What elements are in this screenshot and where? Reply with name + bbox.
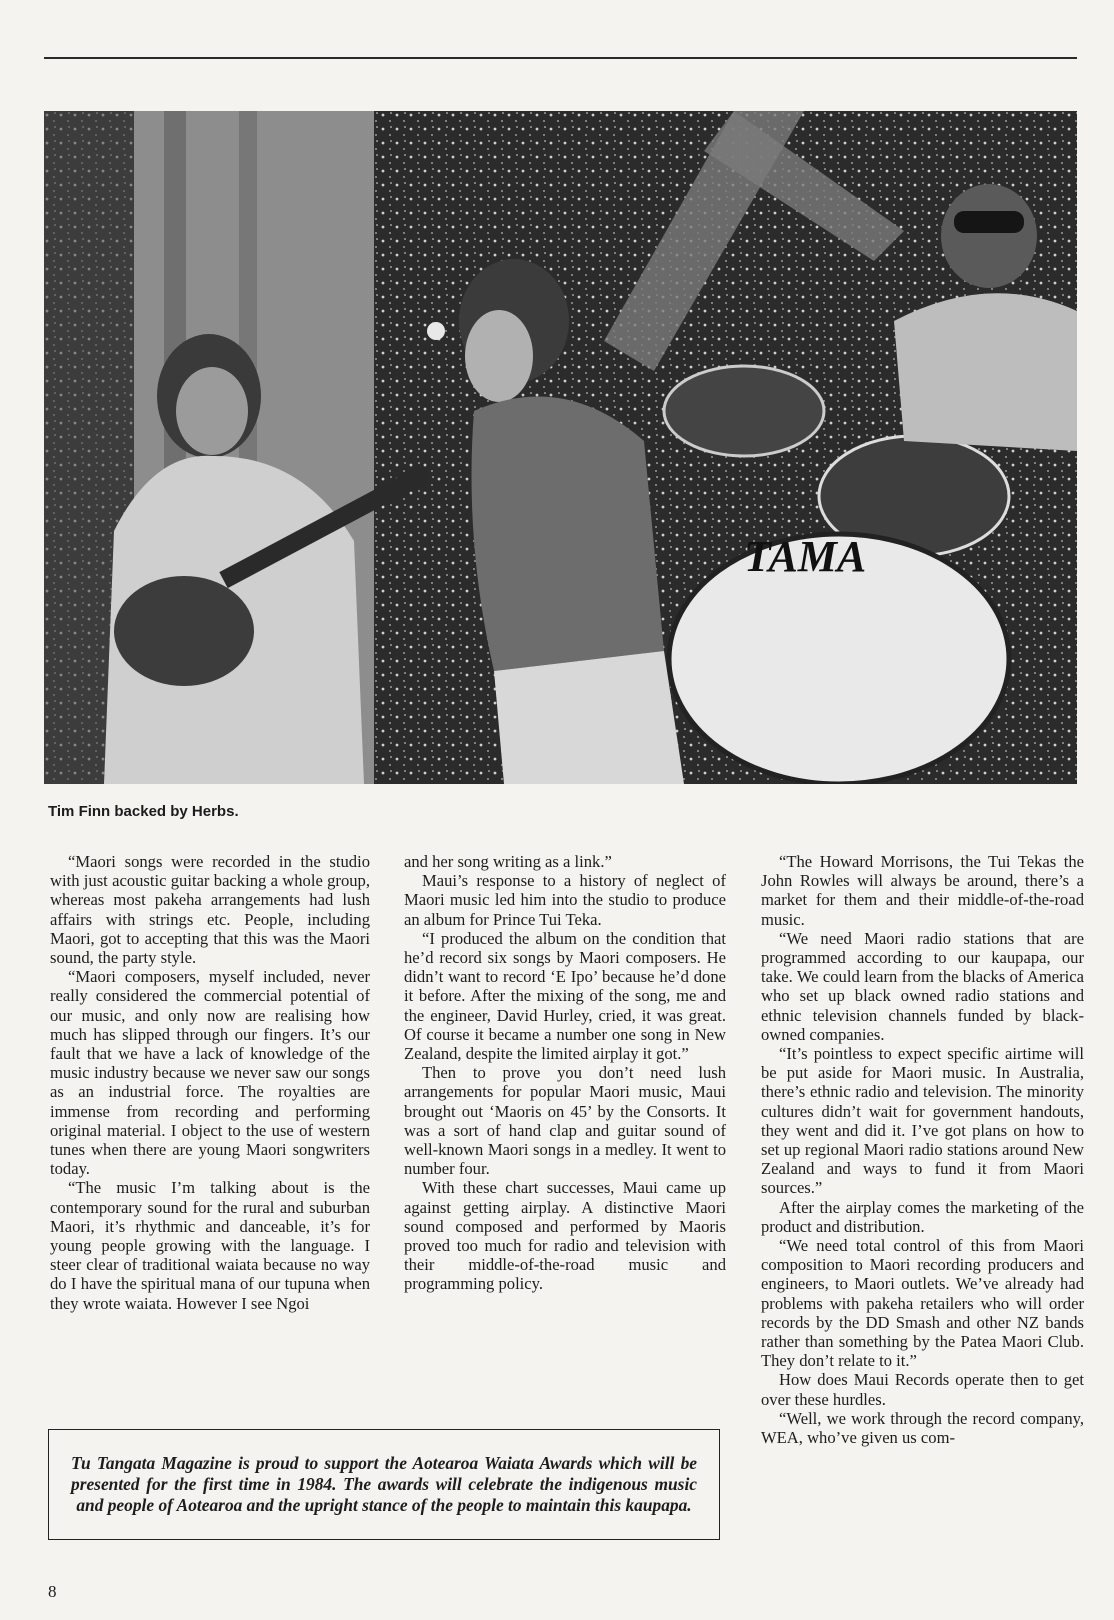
paragraph: “I produced the album on the condition that he’d record six songs by Maori composers. He didn’t want to record ‘E Ipo’ because he’d done it before. After the mixing of the song, me and the engineer, David Hurley, cried, it was great. Of course it became a number one song in New Zealand, despite the limited airplay it got.” — [404, 928, 726, 1064]
article-column-2 — [404, 852, 726, 1294]
top-rule — [44, 57, 1077, 59]
paragraph: “The music I’m talking about is the contemporary sound for the rural and suburban Maori, it’s rhythmic and danceable, it’s for young people growing with the language. I steer clear of traditional waiata because no way do I have the spiritual mana of our tupuna when they wrote waiata. However I see Ngoi — [50, 1178, 370, 1313]
band-photo — [44, 111, 1077, 784]
paragraph: After the airplay comes the marketing of the product and distribution. — [761, 1197, 1084, 1236]
drum-brand-text: TAMA — [744, 532, 867, 581]
photo-caption: Tim Finn backed by Herbs. — [48, 803, 239, 820]
article-column-1 — [50, 852, 370, 1313]
paragraph: “Well, we work through the record company, WEA, who’ve given us com- — [761, 1408, 1084, 1448]
band-photo-illustration — [44, 111, 1077, 784]
page-number: 8 — [48, 1582, 57, 1601]
paragraph: “We need total control of this from Maori composition to Maori recording producers and engineers, to Maori outlets. We’ve already had problems with pakeha retailers who will order records by the DD Smash and other NZ bands rather than something by the Patea Maori Club. They don’t relate to it.” — [761, 1236, 1084, 1371]
paragraph: With these chart successes, Maui came up against getting airplay. A distinctive Maori sound composed and performed by Maoris proved too much for radio and television with their middle-of-the-road music and programming policy. — [404, 1178, 726, 1294]
paragraph: “Maori composers, myself included, never really considered the commercial potential of our music, and only now are realising how much has slipped through our fingers. It’s our fault that we have a lack of knowledge of the music industry because we never saw our songs as an industrial force. The royalties are immense from recording and performing original material. I object to the use of western tunes when there are young Maori songwriters today. — [50, 967, 370, 1179]
awards-notice-text: Tu Tangata Magazine is proud to support the Aotearoa Waiata Awards which will be presented for the first time in 1984. The awards will celebrate the indigenous music and people of Aotearoa and the upright stance of the people to maintain this kaupapa. — [71, 1453, 697, 1515]
article-column-3 — [761, 852, 1084, 1447]
awards-notice-box — [48, 1429, 720, 1540]
paragraph: Then to prove you don’t need lush arrangements for popular Maori music, Maui brought out ‘Maoris on 45’ by the Consorts. It was a sort of hand clap and guitar sound of well-known Maori songs in a medley. It went to number four. — [404, 1063, 726, 1179]
paragraph: “We need Maori radio stations that are programmed according to our kaupapa, our take. We could learn from the blacks of America who set up black owned radio stations and ethnic television channels funded by black-owned companies. — [761, 928, 1084, 1044]
paragraph: Maui’s response to a history of neglect of Maori music led him into the studio to produce an album for Prince Tui Teka. — [404, 871, 726, 929]
paragraph: How does Maui Records operate then to get over these hurdles. — [761, 1370, 1084, 1409]
paragraph: and her song writing as a link.” — [404, 852, 612, 871]
paragraph: “It’s pointless to expect specific airtime will be put aside for Maori music. In Australia, there’s ethnic radio and television. The minority cultures didn’t wait for government handouts, they went and did it. I’ve got plans on how to set up regional Maori radio stations around New Zealand and ways to fund it from Maori sources.” — [761, 1044, 1084, 1198]
paragraph: “Maori songs were recorded in the studio with just acoustic guitar backing a whole group, whereas most pakeha arrangements had lush affairs with strings etc. People, including Maori, got to accepting that this was the Maori sound, the party style. — [50, 852, 370, 968]
paragraph: “The Howard Morrisons, the Tui Tekas the John Rowles will always be around, there’s a market for them and their middle-of-the-road music. — [761, 852, 1084, 929]
